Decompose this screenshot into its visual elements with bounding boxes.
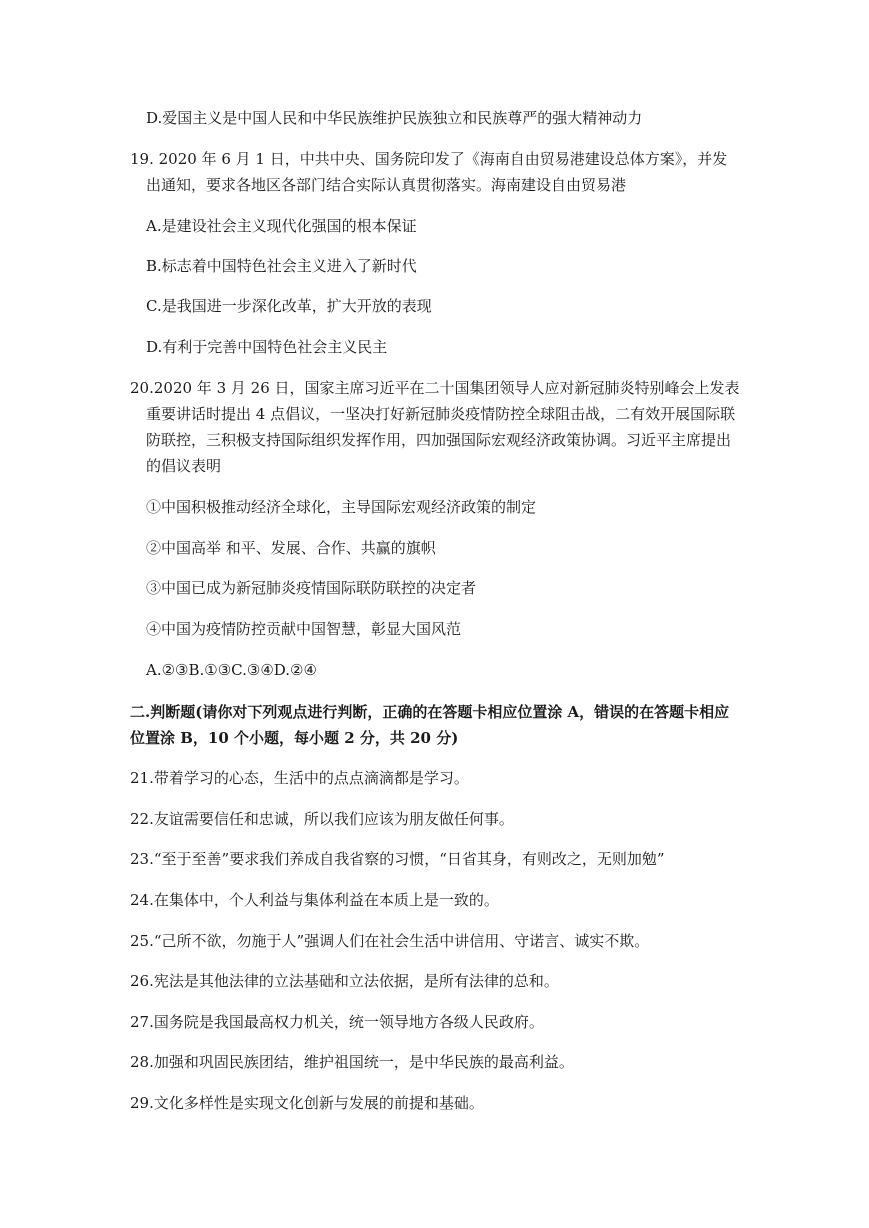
judgment-22: 22.友谊需要信任和忠诚，所以我们应该为朋友做任何事。 xyxy=(130,810,514,828)
judgment-28: 28.加强和巩固民族团结，维护祖国统一，是中华民族的最高利益。 xyxy=(130,1053,574,1071)
q20-statement-4: ④中国为疫情防控贡献中国智慧，彰显大国风范 xyxy=(146,620,462,638)
q20-stem-line3: 防联控，三积极支持国际组织发挥作用，四加强国际宏观经济政策协调。习近平主席提出 xyxy=(146,431,732,449)
q20-statement-3: ③中国已成为新冠肺炎疫情国际联防联控的决定者 xyxy=(146,579,477,597)
q19-option-c: C.是我国进一步深化改革，扩大开放的表现 xyxy=(146,297,432,315)
section2-heading-line2: 位置涂 B，10 个小题，每小题 2 分，共 20 分) xyxy=(130,729,459,747)
judgment-24: 24.在集体中，个人利益与集体利益在本质上是一致的。 xyxy=(130,891,499,909)
judgment-26: 26.宪法是其他法律的立法基础和立法依据，是所有法律的总和。 xyxy=(130,972,559,990)
q20-stem-line4: 的倡议表明 xyxy=(146,457,222,475)
q19-stem-line2: 出通知，要求各地区各部门结合实际认真贯彻落实。海南建设自由贸易港 xyxy=(146,176,627,194)
q20-stem-line2: 重要讲话时提出 4 点倡议，一坚决打好新冠肺炎疫情防控全球阻击战，二有效开展国际联 xyxy=(146,405,736,423)
q19-option-d: D.有利于完善中国特色社会主义民主 xyxy=(146,338,388,356)
q19-stem-line1: 19. 2020 年 6 月 1 日，中共中央、国务院印发了《海南自由贸易港建设总体方案》，并发 xyxy=(130,150,728,168)
q20-statement-2: ②中国高举 和平、发展、合作、共赢的旗帜 xyxy=(146,539,436,557)
q20-statement-1: ①中国积极推动经济全球化，主导国际宏观经济政策的制定 xyxy=(146,498,537,516)
judgment-29: 29.文化多样性是实现文化创新与发展的前提和基础。 xyxy=(130,1094,484,1112)
q18-option-d: D.爱国主义是中国人民和中华民族维护民族独立和民族尊严的强大精神动力 xyxy=(146,109,643,127)
judgment-27: 27.国务院是我国最高权力机关，统一领导地方各级人民政府。 xyxy=(130,1013,544,1031)
judgment-21: 21.带着学习的心态，生活中的点点滴滴都是学习。 xyxy=(130,769,469,787)
judgment-25: 25.“己所不欲，勿施于人”强调人们在社会生活中讲信用、守诺言、诚实不欺。 xyxy=(130,932,650,950)
section2-heading-line1: 二.判断题(请你对下列观点进行判断，正确的在答题卡相应位置涂 A，错误的在答题卡相应 xyxy=(130,703,730,721)
q19-option-a: A.是建设社会主义现代化强国的根本保证 xyxy=(146,217,417,235)
q20-stem-line1: 20.2020 年 3 月 26 日，国家主席习近平在二十国集团领导人应对新冠肺炎特别峰会上发表 xyxy=(130,379,740,397)
q20-choices: A.②③B.①③C.③④D.②④ xyxy=(146,661,317,679)
judgment-23: 23.“至于至善”要求我们养成自我省察的习惯，“日省其身，有则改之，无则加勉” xyxy=(130,850,665,868)
q19-option-b: B.标志着中国特色社会主义进入了新时代 xyxy=(146,257,417,275)
